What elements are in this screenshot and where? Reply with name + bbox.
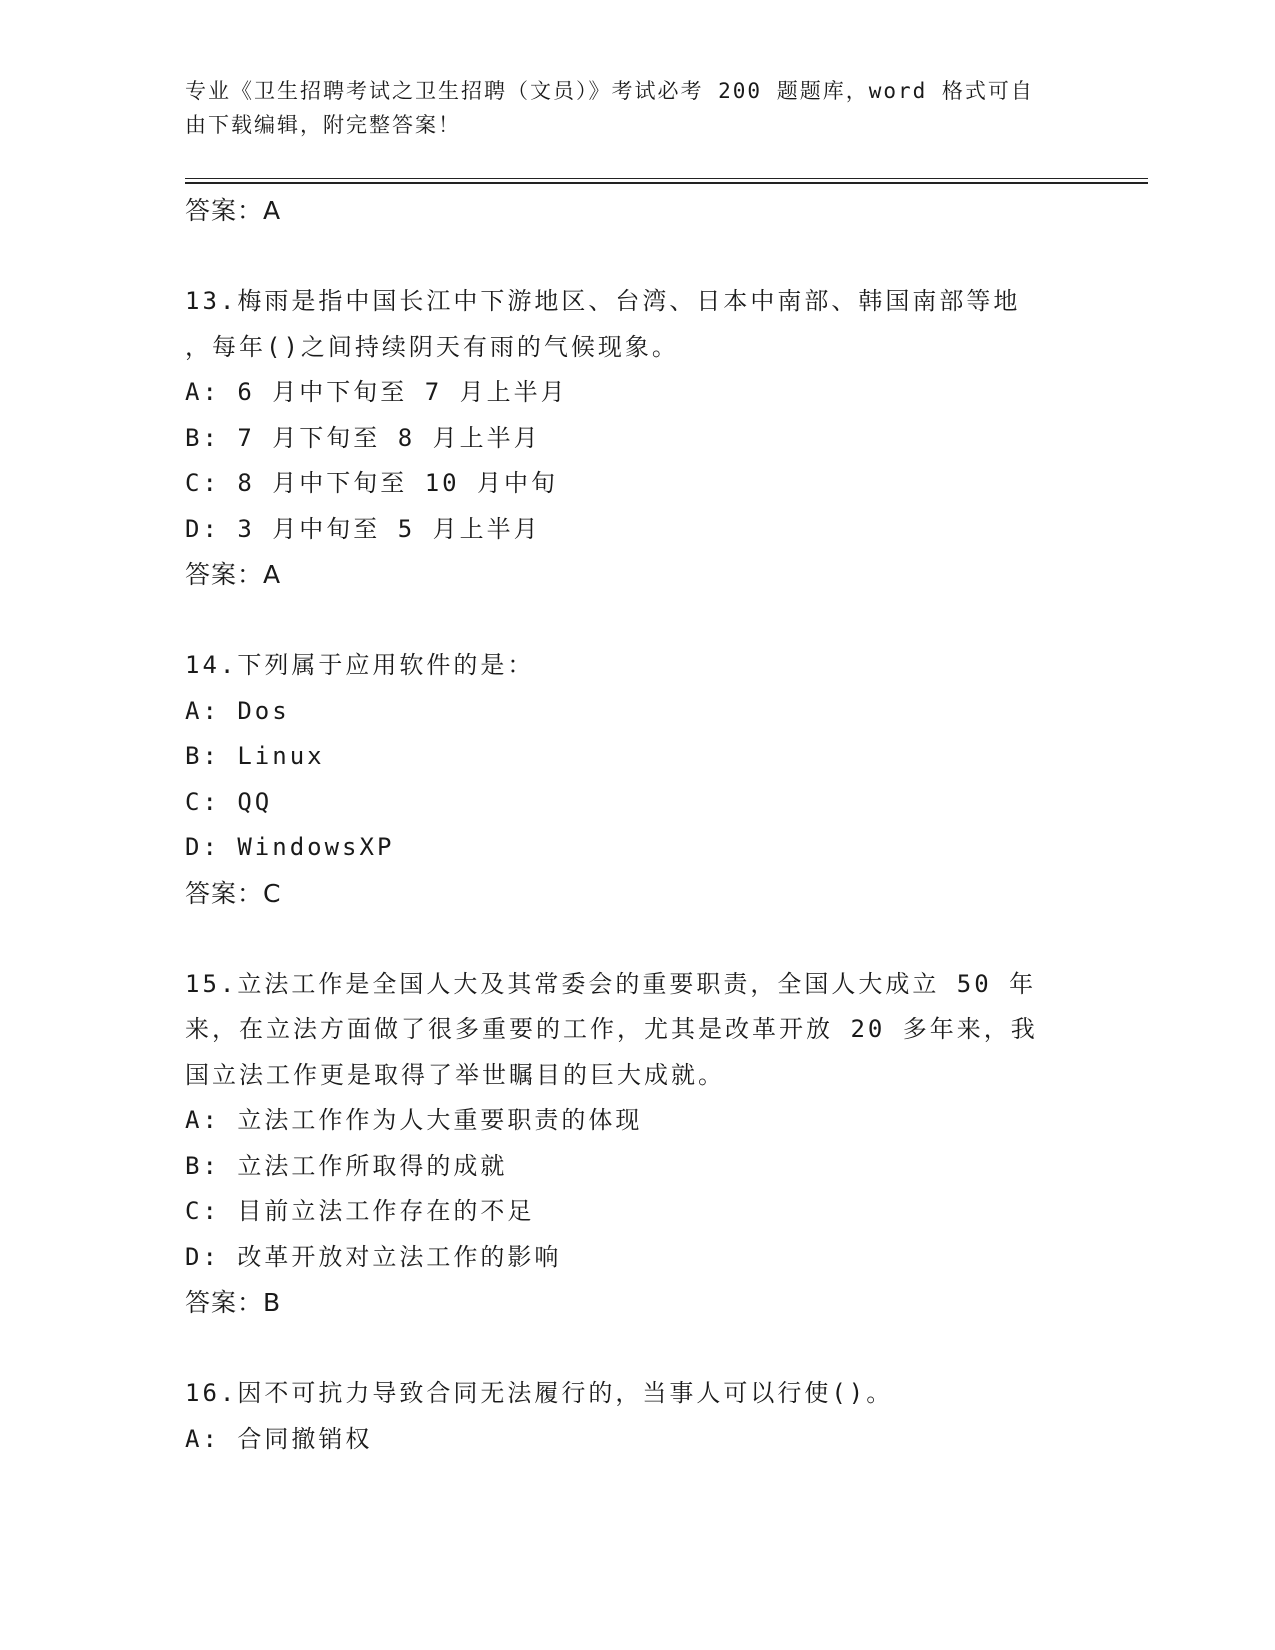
answer-line: 答案：B bbox=[185, 1288, 282, 1317]
option-d: D: WindowsXP bbox=[185, 833, 395, 861]
question-stem-line: 16.因不可抗力导致合同无法履行的，当事人可以行使()。 bbox=[185, 1379, 894, 1407]
spacer bbox=[185, 598, 1085, 644]
question-stem-line: 来，在立法方面做了很多重要的工作，尤其是改革开放 20 多年来，我 bbox=[185, 1015, 1038, 1043]
question-13 bbox=[185, 279, 1085, 598]
spacer bbox=[185, 916, 1085, 962]
option-b: B: 7 月下旬至 8 月上半月 bbox=[185, 423, 541, 452]
question-list bbox=[185, 188, 1085, 1462]
option-c: C: 8 月中下旬至 10 月中旬 bbox=[185, 469, 559, 497]
question-16 bbox=[185, 1371, 1085, 1462]
question-stem-line: ，每年()之间持续阴天有雨的气候现象。 bbox=[185, 332, 679, 361]
question-stem-line: 15.立法工作是全国人大及其常委会的重要职责，全国人大成立 50 年 bbox=[185, 969, 1037, 998]
spacer bbox=[185, 1326, 1085, 1372]
option-a: A: 合同撤销权 bbox=[185, 1424, 373, 1453]
option-a: A: 立法工作作为人大重要职责的体现 bbox=[185, 1106, 643, 1134]
option-c: C: QQ bbox=[185, 787, 273, 816]
header-divider-thin bbox=[185, 178, 1148, 179]
option-d: D: 3 月中旬至 5 月上半月 bbox=[185, 514, 541, 543]
header-divider-thick bbox=[185, 182, 1148, 184]
spacer bbox=[185, 234, 1085, 280]
option-a: A: 6 月中下旬至 7 月上半月 bbox=[185, 378, 568, 406]
question-stem-line: 国立法工作更是取得了举世瞩目的巨大成就。 bbox=[185, 1060, 725, 1089]
header-line-1: 专业《卫生招聘考试之卫生招聘（文员）》考试必考 200 题题库，word 格式可自 bbox=[185, 79, 1034, 103]
answer-line: 答案：C bbox=[185, 878, 282, 908]
answer-line: 答案：A bbox=[185, 560, 282, 589]
question-stem-line: 13.梅雨是指中国长江中下游地区、台湾、日本中南部、韩国南部等地 bbox=[185, 287, 1021, 315]
question-stem-line: 14.下列属于应用软件的是： bbox=[185, 651, 535, 679]
question-14 bbox=[185, 643, 1085, 916]
document-header bbox=[185, 74, 1085, 142]
option-b: B: Linux bbox=[185, 742, 325, 770]
option-c: C: 目前立法工作存在的不足 bbox=[185, 1197, 535, 1225]
answer-line: 答案：A bbox=[185, 196, 282, 225]
question-15 bbox=[185, 962, 1085, 1326]
option-d: D: 改革开放对立法工作的影响 bbox=[185, 1242, 562, 1271]
option-b: B: 立法工作所取得的成就 bbox=[185, 1151, 508, 1180]
header-line-2: 由下载编辑，附完整答案！ bbox=[185, 113, 461, 137]
option-a: A: Dos bbox=[185, 696, 290, 725]
